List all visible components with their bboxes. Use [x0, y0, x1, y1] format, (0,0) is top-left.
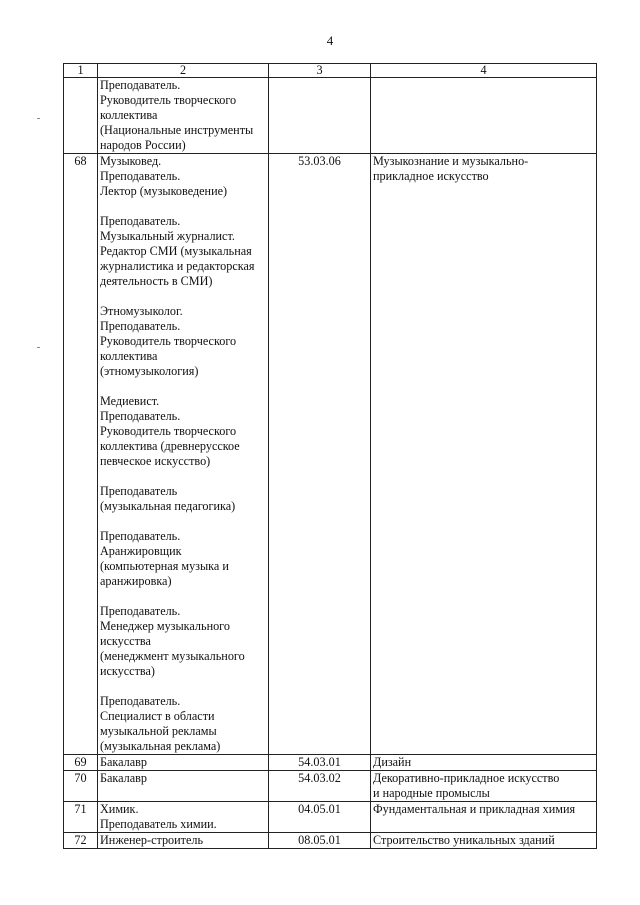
row-number: 72 [64, 833, 98, 849]
specialty-name-text: Фундаментальная и прикладная химия [373, 802, 576, 816]
specialty-name [371, 78, 597, 154]
qualification-cell [98, 154, 269, 755]
block-spacer [100, 199, 266, 214]
qualification-text: Этномузыколог. Преподаватель. Руководитель творческого коллектива (этномузыкология) [100, 304, 237, 378]
table-header-row [64, 64, 597, 78]
page-number: 4 [326, 33, 334, 48]
table-row [64, 755, 597, 771]
table-row [64, 154, 597, 755]
header-cell-1: 1 [64, 64, 98, 78]
specialty-code: 08.05.01 [269, 833, 371, 849]
table-row [64, 802, 597, 833]
header-cell-3: 3 [269, 64, 371, 78]
block-spacer [100, 589, 266, 604]
qualification-text: Музыковед. Преподаватель. Лектор (музыковедение) [100, 154, 228, 198]
specialty-name [371, 833, 597, 849]
qualification-cell [98, 771, 269, 802]
block-spacer [100, 289, 266, 304]
specialty-name [371, 771, 597, 802]
qualification-cell [98, 802, 269, 833]
qualification-text: Преподаватель. Аранжировщик (компьютерная музыка и аранжировка) [100, 529, 229, 588]
specialties-table [63, 63, 597, 849]
specialty-name-text: Дизайн [373, 755, 412, 769]
specialty-code: 54.03.01 [269, 755, 371, 771]
table-row [64, 78, 597, 154]
specialty-code [269, 78, 371, 154]
header-cell-2: 2 [98, 64, 269, 78]
row-number: 68 [64, 154, 98, 755]
row-number [64, 78, 98, 154]
header-cell-4: 4 [371, 64, 597, 78]
qualification-cell [98, 78, 269, 154]
qualification-text: Бакалавр [100, 771, 148, 785]
qualification-text: Инженер-строитель [100, 833, 204, 847]
qualification-text: Преподаватель. Музыкальный журналист. Редактор СМИ (музыкальная журналистика и редакторская деятельность в СМИ) [100, 214, 255, 288]
specialty-code: 53.03.06 [269, 154, 371, 755]
specialty-code: 04.05.01 [269, 802, 371, 833]
row-number: 69 [64, 755, 98, 771]
scan-mark [37, 347, 40, 348]
block-spacer [100, 514, 266, 529]
qualification-text: Преподаватель. Менеджер музыкального искусства (менеджмент музыкального искусства) [100, 604, 245, 678]
block-spacer [100, 379, 266, 394]
qualification-text: Химик. Преподаватель химии. [100, 802, 217, 831]
specialty-name [371, 802, 597, 833]
qualification-text: Преподаватель (музыкальная педагогика) [100, 484, 236, 513]
block-spacer [100, 679, 266, 694]
specialty-name [371, 154, 597, 755]
qualification-text: Преподаватель. Руководитель творческого коллектива (Национальные инструменты народов России) [100, 78, 254, 152]
specialty-name [371, 755, 597, 771]
qualification-text: Преподаватель. Специалист в области музыкальной рекламы (музыкальная реклама) [100, 694, 221, 753]
specialty-name-text: Декоративно-прикладное искусство и народные промыслы [373, 771, 560, 800]
qualification-cell [98, 755, 269, 771]
specialty-name-text: Строительство уникальных зданий [373, 833, 555, 847]
row-number: 70 [64, 771, 98, 802]
table-row [64, 833, 597, 849]
specialty-code: 54.03.02 [269, 771, 371, 802]
row-number: 71 [64, 802, 98, 833]
block-spacer [100, 469, 266, 484]
qualification-text: Медиевист. Преподаватель. Руководитель творческого коллектива (древнерусское певческое искусство) [100, 394, 240, 468]
specialty-name-text: Музыкознание и музыкально- прикладное искусство [373, 154, 529, 183]
qualification-text: Бакалавр [100, 755, 148, 769]
table-row [64, 771, 597, 802]
scan-mark [37, 118, 40, 119]
qualification-cell [98, 833, 269, 849]
